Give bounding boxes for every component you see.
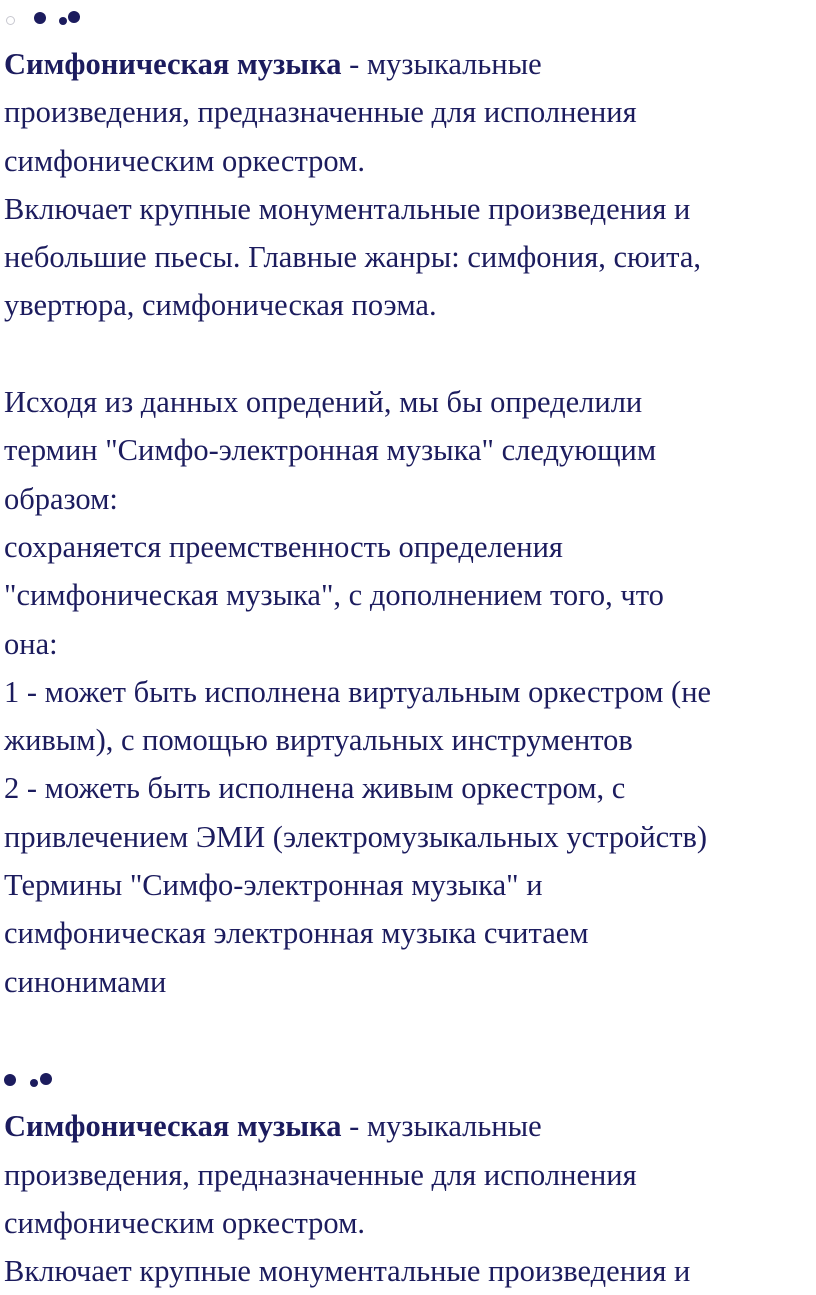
dot-icon xyxy=(30,1079,38,1087)
text-line: увертюра, симфоническая поэма. xyxy=(4,288,437,323)
text-line: живым), с помощью виртуальных инструментов xyxy=(4,723,633,758)
text-line: симфоническим оркестром. xyxy=(4,143,365,178)
definition-block xyxy=(4,40,808,1054)
text-line: термин "Симфо-электронная музыка" следующим xyxy=(4,433,657,468)
definition-heading: Симфоническая музыка - музыкальные xyxy=(4,1109,542,1144)
text-line: произведения, предназначенные для исполнения xyxy=(4,95,637,130)
text-line: синонимами xyxy=(4,964,167,999)
blank-line xyxy=(4,1006,808,1054)
text-line: произведения, предназначенные для исполнения xyxy=(4,1157,637,1192)
text-line: симфоническим оркестром. xyxy=(4,1205,365,1240)
dot-icon xyxy=(4,1074,16,1086)
text-line: привлечением ЭМИ (электромузыкальных устройств) xyxy=(4,819,708,854)
text-line: Термины "Симфо-электронная музыка" и xyxy=(4,868,543,903)
text-line: 1 - может быть исполнена виртуальным оркестром (не xyxy=(4,674,712,709)
text-line: небольшие пьесы. Главные жанры: симфония, сюита, xyxy=(4,240,701,275)
text-line: сохраняется преемственность определения xyxy=(4,529,563,564)
term: Симфоническая музыка xyxy=(4,1109,342,1144)
ring-icon xyxy=(6,16,15,25)
blank-line xyxy=(4,330,808,378)
text-line: она: xyxy=(4,626,58,661)
text-line: "симфоническая музыка", с дополнением того, что xyxy=(4,578,664,613)
text-line: Включает крупные монументальные произведения и xyxy=(4,191,691,226)
definition-heading: Симфоническая музыка - музыкальные xyxy=(4,47,542,81)
text-line: 2 - можеть быть исполнена живым оркестром, с xyxy=(4,771,626,806)
definition-block xyxy=(4,1102,808,1295)
dot-icon xyxy=(68,11,80,23)
text-line: симфоническая электронная музыка считаем xyxy=(4,916,589,951)
text-line: Включает крупные монументальные произведения и xyxy=(4,1254,691,1289)
dot-icon xyxy=(34,12,46,24)
term: Симфоническая музыка xyxy=(4,47,342,81)
text-line: Исходя из данных опредений, мы бы определили xyxy=(4,385,643,420)
text-line: образом: xyxy=(4,481,118,516)
dot-icon xyxy=(59,17,67,25)
bullet-icons-row xyxy=(4,1054,808,1102)
bullet-icons-row xyxy=(4,0,808,40)
dot-icon xyxy=(40,1073,52,1085)
